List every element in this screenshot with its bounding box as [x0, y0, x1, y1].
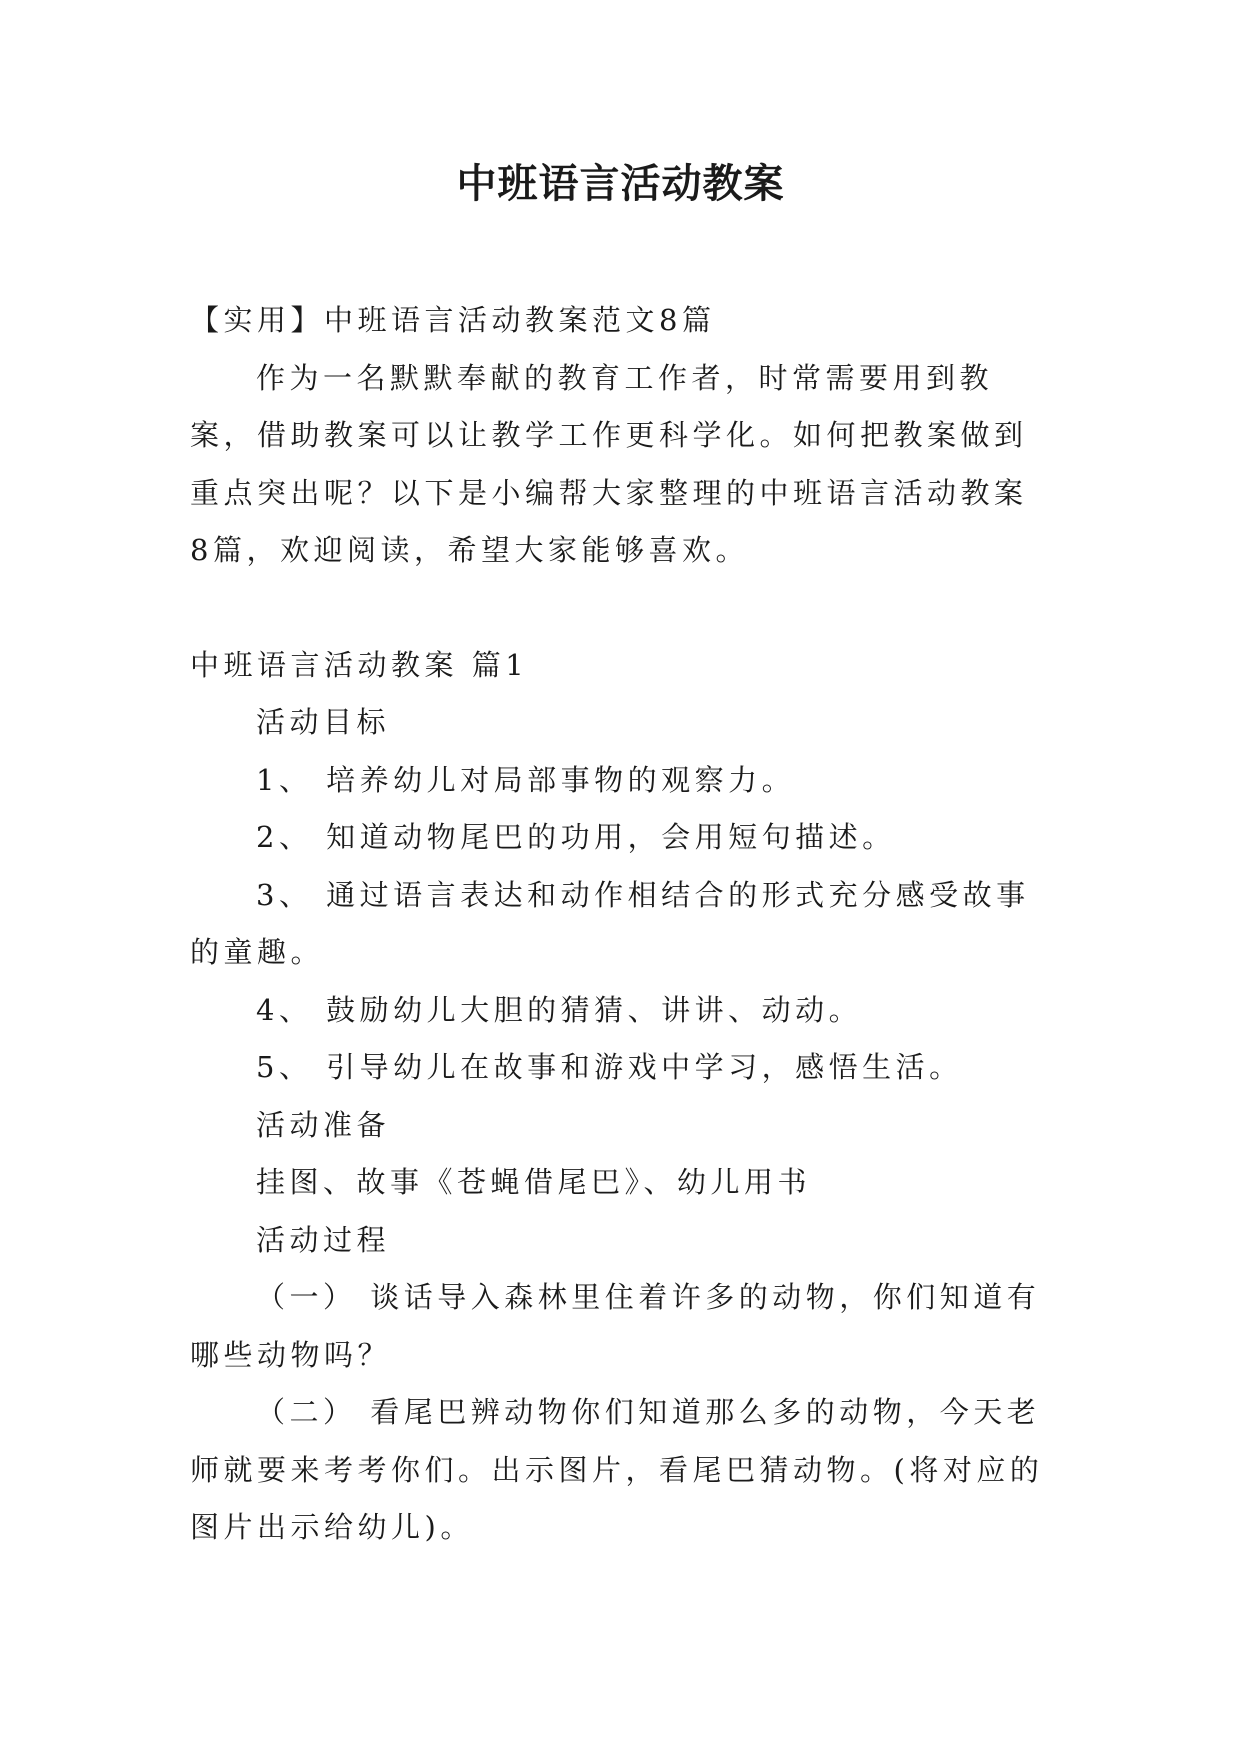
section-heading: 中班语言活动教案 篇1 [190, 647, 529, 682]
document-body [190, 292, 1050, 1557]
goal-item: 3、 通过语言表达和动作相结合的形式充分感受故事的童趣。 [190, 877, 1030, 969]
goal-item: 5、 引导幼儿在故事和游戏中学习，感悟生活。 [256, 1050, 963, 1084]
process-step: （一） 谈话导入森林里住着许多的动物，你们知道有哪些动物吗？ [190, 1280, 1041, 1372]
document-subtitle: 【实用】中班语言活动教案范文8篇 [190, 303, 716, 337]
prep-heading: 活动准备 [256, 1107, 391, 1142]
document-title: 中班语言活动教案 [456, 161, 785, 207]
goals-heading: 活动目标 [256, 705, 391, 739]
prep-text: 挂图、故事《苍蝇借尾巴》、幼儿用书 [256, 1165, 812, 1199]
process-step: （二） 看尾巴辨动物你们知道那么多的动物，今天老师就要来考考你们。出示图片，看尾巴猜动物。(将对应的图片出示给幼儿)。 [190, 1395, 1044, 1544]
section-spacer [190, 580, 1050, 637]
goal-item: 1、 培养幼儿对局部事物的观察力。 [256, 762, 796, 797]
process-heading: 活动过程 [256, 1222, 391, 1257]
goal-item: 2、 知道动物尾巴的功用，会用短句描述。 [256, 820, 896, 854]
intro-paragraph: 作为一名默默奉献的教育工作者，时常需要用到教案，借助教案可以让教学工作更科学化。如何把教案做到重点突出呢？以下是小编帮大家整理的中班语言活动教案8篇，欢迎阅读，希望大家能够喜欢。 [190, 360, 1028, 567]
goal-item: 4、 鼓励幼儿大胆的猜猜、讲讲、动动。 [256, 992, 863, 1027]
